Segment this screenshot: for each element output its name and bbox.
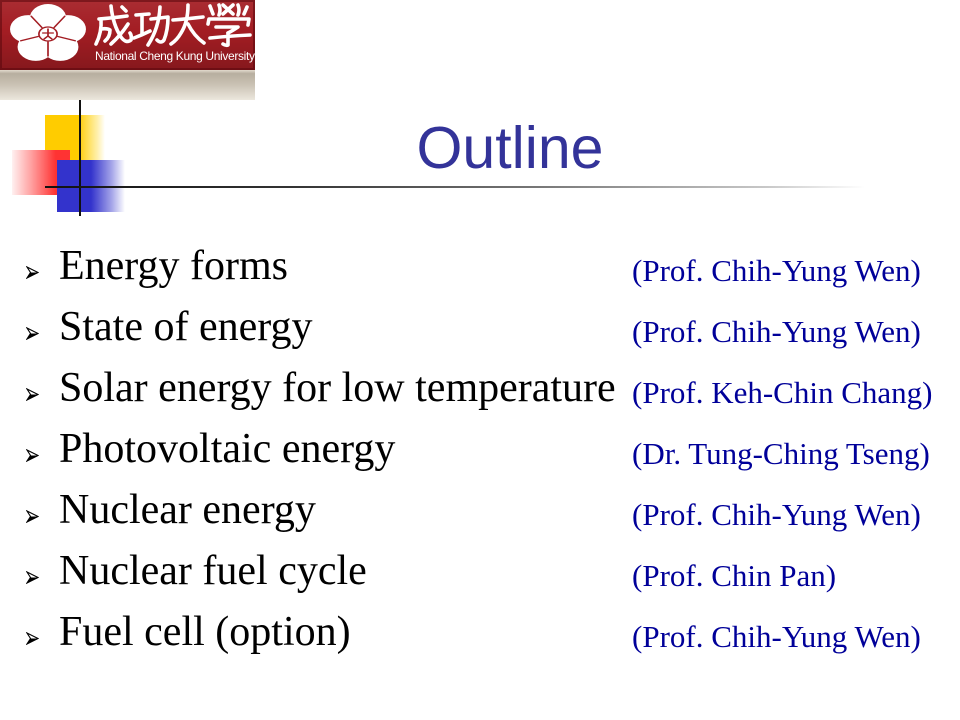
topic-label: Energy forms [59, 243, 289, 289]
arrow-bullet-icon [26, 632, 39, 645]
outline-item [0, 241, 960, 291]
outline-item [0, 546, 960, 596]
slide-title: Outline [416, 115, 604, 181]
outline-item [0, 363, 960, 413]
topic-label: Nuclear fuel cycle [59, 548, 367, 594]
lecturer-label: (Prof. Chih-Yung Wen) [632, 497, 921, 532]
university-name: National Cheng Kung University [95, 49, 255, 63]
lecturer-label: (Dr. Tung-Ching Tseng) [632, 436, 930, 471]
arrow-bullet-icon [26, 449, 39, 462]
topic-label: State of energy [59, 304, 313, 350]
outline-item [0, 607, 960, 657]
arrow-bullet-icon [26, 388, 39, 401]
topic-label: Nuclear energy [59, 487, 316, 533]
logo-calligraphy [96, 5, 250, 45]
lecturer-label: (Prof. Keh-Chin Chang) [632, 375, 933, 410]
arrow-bullet-icon [26, 510, 39, 523]
topic-label: Solar energy for low temperature [59, 365, 616, 411]
arrow-bullet-icon [26, 266, 39, 279]
topic-label: Photovoltaic energy [59, 426, 396, 472]
lecturer-label: (Prof. Chih-Yung Wen) [632, 314, 921, 349]
arrow-bullet-icon [26, 571, 39, 584]
outline-item [0, 485, 960, 535]
lecturer-label: (Prof. Chih-Yung Wen) [632, 253, 921, 288]
arrow-bullet-icon [26, 327, 39, 340]
topic-label: Fuel cell (option) [59, 609, 351, 655]
title-underline-rule [45, 186, 865, 188]
banner-stripe [0, 70, 255, 100]
decor-vertical-rule [79, 100, 81, 216]
plum-blossom-emblem-icon [10, 4, 86, 61]
outline-item [0, 302, 960, 352]
outline-item [0, 424, 960, 474]
university-banner [0, 0, 255, 100]
lecturer-label: (Prof. Chin Pan) [632, 558, 837, 593]
lecturer-label: (Prof. Chih-Yung Wen) [632, 619, 921, 654]
